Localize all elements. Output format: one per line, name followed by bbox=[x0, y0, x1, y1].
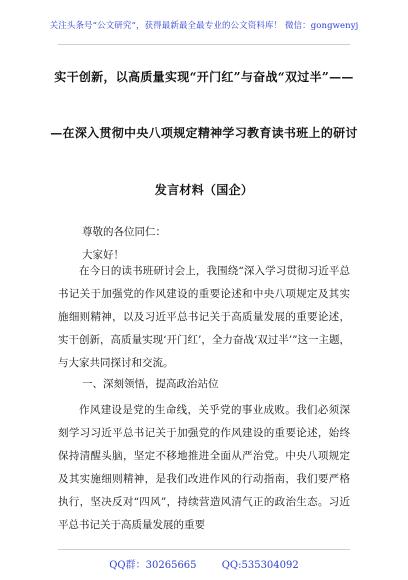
greeting: 大家好！ bbox=[82, 249, 124, 261]
footer-qq-contact: QQ:535304092 bbox=[221, 560, 299, 571]
footer-contact bbox=[0, 556, 408, 571]
body-paragraph-1: 在今日的读书班研讨会上，我围绕“深入学习贯彻习近平总书记关于加强党的作风建设的重要论述和中央八项规定及其实施细则精神，以及习近平总书记关于高质量发展的重要论述，实干创新，高质量实现‘开门红’，全力奋战‘双过半’”这一主题，与大家共同探讨和交流。 bbox=[58, 265, 350, 369]
salutation: 尊敬的各位同仁： bbox=[82, 226, 166, 238]
document-subtitle: 发言材料（国企） bbox=[154, 183, 254, 197]
footer-qq-group: QQ群：30265665 bbox=[109, 560, 197, 571]
document-title-line-1: 实干创新，以高质量实现“开门红”与奋战“双过半”—— bbox=[54, 70, 354, 84]
footer-divider bbox=[58, 549, 350, 550]
header-divider bbox=[58, 44, 350, 45]
document-title-line-2: —在深入贯彻中央八项规定精神学习教育读书班上的研讨 bbox=[50, 126, 358, 140]
section-heading-1: 一、深刻领悟，提高政治站位 bbox=[82, 378, 219, 390]
header-banner: 关注头条号“公文研究”，获得最新最全最专业的公文资料库！ 微信：gongwenyj bbox=[49, 21, 359, 31]
body-paragraph-2: 作风建设是党的生命线，关乎党的事业成败。我们必须深刻学习习近平总书记关于加强党的作风建设的重要论述，始终保持清醒头脑，坚定不移地推进全面从严治党。中央八项规定及其实施细则精神，是我们改进作风的行动指南，我们要严格执行，坚决反对“四风”，持续营造风清气正的政治生态。习近平总书记关于高质量发展的重要 bbox=[58, 404, 350, 531]
